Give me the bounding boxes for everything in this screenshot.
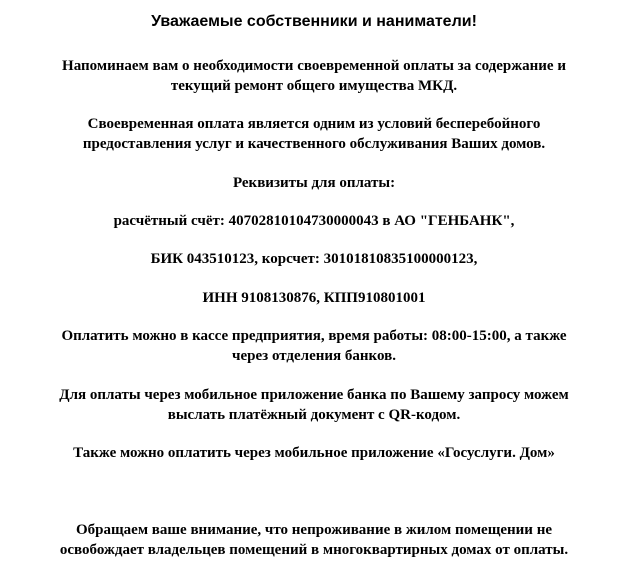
text-line: Обращаем ваше внимание, что непроживание в жилом помещении не [75,522,552,538]
text-line: ИНН 9108130876, КПП910801001 [202,290,426,306]
text-line: через отделения банков. [232,348,396,364]
reminder-paragraph [0,56,628,96]
account-number [0,211,628,231]
attention-paragraph [0,520,628,560]
text-line: расчётный счёт: 40702810104730000043 в АО "ГЕНБАНК", [113,213,515,229]
text-line: Для оплаты через мобильное приложение банка по Вашему запросу можем [59,387,569,403]
text-line: Напоминаем вам о необходимости своевременной оплаты за содержание и [62,58,566,74]
requisites-heading [0,173,628,193]
text-line: предоставления услуг и качественного обслуживания Ваших домов. [82,136,546,152]
gosuslugi-paragraph [0,443,628,463]
text-line: БИК 043510123, корсчет: 30101810835100000123, [150,251,478,267]
text-line: выслать платёжный документ с QR-кодом. [167,407,461,423]
text-line: Оплатить можно в кассе предприятия, время работы: 08:00-15:00, а также [61,328,567,344]
text-line: Также можно оплатить через мобильное приложение «Госуслуги. Дом» [73,445,555,461]
inn-kpp [0,288,628,308]
text-line: текущий ремонт общего имущества МКД. [170,78,458,94]
cash-desk-paragraph [0,326,628,366]
text-line: Реквизиты для оплаты: [232,175,396,191]
timely-payment-paragraph [0,114,628,154]
mobile-bank-paragraph [0,385,628,425]
text-line: Своевременная оплата является одним из условий бесперебойного [87,116,541,132]
bik-correspondent-account [0,249,628,269]
text-line: освобождает владельцев помещений в многоквартирных домах от оплаты. [59,542,569,558]
notice-title: Уважаемые собственники и наниматели! [151,13,477,30]
